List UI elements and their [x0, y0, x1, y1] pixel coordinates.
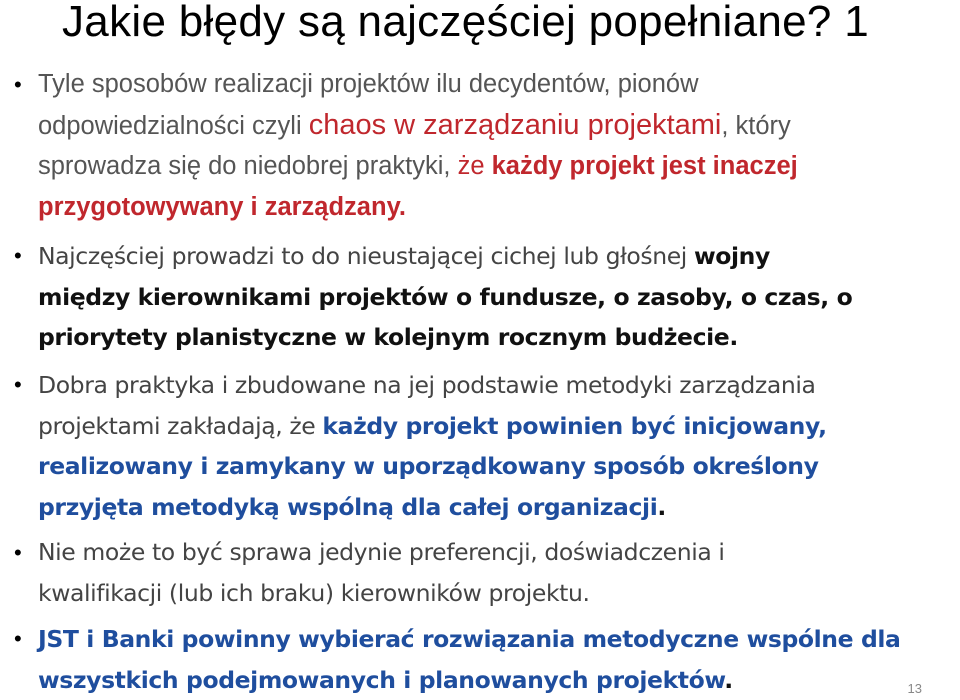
text-run: Dobra praktyka i zbudowane na jej podstawie metodyki zarządzania	[38, 371, 816, 399]
text-run: kwalifikacji (lub ich braku) kierowników projektu.	[38, 578, 590, 607]
text-line	[38, 532, 960, 573]
text-line	[38, 660, 960, 700]
text-run: chaos w zarządzaniu projektami	[308, 108, 722, 141]
text-run: .	[724, 665, 733, 694]
text-line	[38, 105, 960, 147]
bullet-paragraph-3	[38, 365, 960, 527]
text-run: .	[657, 492, 666, 521]
text-run: Nie może to być sprawa jedynie preferencji, doświadczenia i	[38, 538, 725, 566]
text-run: sprowadza się do niedobrej praktyki,	[38, 152, 458, 180]
bullet-paragraph-4	[38, 532, 960, 613]
bullet-marker: •	[14, 540, 22, 565]
text-line	[38, 365, 960, 406]
text-line	[38, 446, 960, 487]
text-run: priorytety planistyczne w kolejnym rocznym budżecie.	[38, 323, 738, 351]
text-run: realizowany i zamykany w uporządkowany sposób określony	[38, 452, 819, 480]
text-run: odpowiedzialności czyli	[38, 111, 309, 140]
text-run: między kierownikami projektów o fundusze, o zasoby, o czas, o	[38, 282, 853, 311]
page-number: 13	[907, 681, 922, 696]
bullet-marker: •	[14, 243, 22, 268]
text-run: projektami zakładają, że	[38, 411, 323, 440]
text-run: każdy projekt powinien być inicjowany,	[322, 411, 827, 440]
text-line	[38, 619, 960, 660]
bullet-marker: •	[14, 72, 22, 97]
text-run: każdy projekt jest inaczej	[491, 152, 798, 180]
text-line	[38, 487, 960, 528]
text-run: przygotowywany i zarządzany.	[38, 192, 406, 221]
bullet-paragraph-5	[38, 619, 960, 700]
slide-title: Jakie błędy są najczęściej popełniane? 1	[62, 0, 869, 46]
text-run: Tyle sposobów realizacji projektów ilu decydentów, pionów	[38, 70, 699, 98]
text-run: wszystkich podejmowanych i planowanych projektów	[38, 665, 725, 694]
text-line	[38, 236, 960, 277]
text-line	[38, 406, 960, 447]
bullet-paragraph-2	[38, 236, 960, 358]
text-line	[38, 573, 960, 614]
text-run: przyjęta metodyką wspólną dla całej organizacji	[38, 492, 658, 521]
text-line	[38, 64, 960, 105]
bullet-marker: •	[14, 626, 22, 651]
text-run: JST i Banki powinny wybierać rozwiązania metodyczne wspólne dla	[38, 625, 901, 653]
text-line	[38, 146, 960, 187]
text-run: , który	[721, 111, 791, 140]
text-run: wojny	[693, 242, 770, 270]
text-line	[38, 317, 960, 358]
text-run: że	[457, 152, 492, 180]
text-run: Najczęściej prowadzi to do nieustającej cichej lub głośnej	[38, 242, 694, 270]
bullet-paragraph-1	[38, 64, 960, 227]
bullet-marker: •	[14, 372, 22, 397]
text-line	[38, 187, 960, 228]
text-line	[38, 277, 960, 318]
